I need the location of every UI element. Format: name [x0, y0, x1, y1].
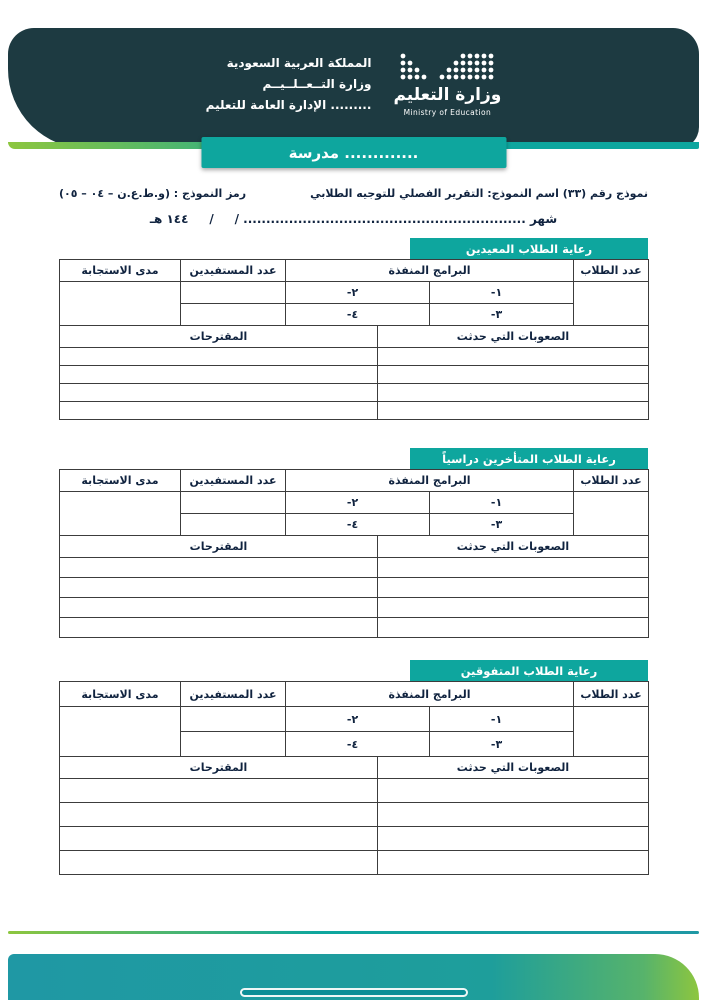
country-name: المملكة العربية السعودية — [226, 56, 372, 70]
beneficiaries-cell-2[interactable] — [181, 514, 286, 536]
ministry-logo — [393, 52, 501, 117]
section-title: رعاية الطلاب المتفوقين — [410, 660, 648, 681]
suggestion-cell[interactable] — [60, 618, 378, 638]
program-2-cell[interactable]: -٢ — [286, 707, 430, 732]
difficulty-cell[interactable] — [378, 618, 649, 638]
suggestion-cell[interactable] — [60, 851, 378, 875]
difficulties-table — [59, 535, 649, 638]
suggestion-cell[interactable] — [60, 578, 378, 598]
students-count-cell[interactable] — [574, 282, 649, 326]
beneficiaries-cell-2[interactable] — [181, 304, 286, 326]
form-name-label: نموذج رقم (٣٣) اسم النموذج: التقرير الفصلي للتوجيه الطلابي — [310, 187, 648, 200]
col-header-beneficiaries: عدد المستفيدين — [181, 470, 286, 492]
logo-arabic-title: وزارة التعليم — [393, 84, 502, 105]
difficulties-header: الصعوبات التي حدثت — [378, 326, 649, 348]
students-count-cell[interactable] — [574, 492, 649, 536]
response-cell[interactable] — [60, 492, 181, 536]
ministry-text-block — [206, 56, 372, 112]
suggestions-header: المقترحات — [60, 326, 378, 348]
school-name-banner: مدرسة ............. — [201, 137, 506, 168]
difficulty-cell[interactable] — [378, 384, 649, 402]
section-repeating-students — [59, 238, 648, 420]
program-3-cell[interactable]: -٣ — [430, 732, 574, 757]
footer-band — [8, 954, 699, 1000]
ministry-logo-dots-icon — [399, 52, 495, 82]
col-header-students: عدد الطلاب — [574, 470, 649, 492]
difficulty-cell[interactable] — [378, 348, 649, 366]
month-date-line: شهر .............................................................. / / ١٤٤ هـ — [149, 212, 558, 226]
programs-table — [59, 681, 649, 757]
col-header-students: عدد الطلاب — [574, 260, 649, 282]
col-header-response: مدى الاستجابة — [60, 260, 181, 282]
col-header-beneficiaries: عدد المستفيدين — [181, 682, 286, 707]
form-meta-row — [59, 187, 648, 200]
beneficiaries-cell-1[interactable] — [181, 492, 286, 514]
response-cell[interactable] — [60, 707, 181, 757]
col-header-beneficiaries: عدد المستفيدين — [181, 260, 286, 282]
form-code-label: رمز النموذج : (و.ط.ع.ن – ٠٤ – ٠٥) — [59, 187, 247, 200]
program-1-cell[interactable]: -١ — [430, 492, 574, 514]
programs-table — [59, 259, 649, 326]
difficulty-cell[interactable] — [378, 779, 649, 803]
difficulties-header: الصعوبات التي حدثت — [378, 757, 649, 779]
suggestion-cell[interactable] — [60, 558, 378, 578]
suggestion-cell[interactable] — [60, 803, 378, 827]
difficulty-cell[interactable] — [378, 803, 649, 827]
difficulties-header: الصعوبات التي حدثت — [378, 536, 649, 558]
beneficiaries-cell-2[interactable] — [181, 732, 286, 757]
difficulty-cell[interactable] — [378, 578, 649, 598]
section-title: رعاية الطلاب المتأخرين دراسياً — [410, 448, 648, 469]
suggestion-cell[interactable] — [60, 598, 378, 618]
difficulties-table — [59, 756, 649, 875]
program-2-cell[interactable]: -٢ — [286, 282, 430, 304]
col-header-programs: البرامج المنفذة — [286, 260, 574, 282]
program-4-cell[interactable]: -٤ — [286, 304, 430, 326]
suggestion-cell[interactable] — [60, 384, 378, 402]
students-count-cell[interactable] — [574, 707, 649, 757]
footer-gradient-line — [8, 931, 699, 934]
suggestions-header: المقترحات — [60, 757, 378, 779]
program-3-cell[interactable]: -٣ — [430, 304, 574, 326]
col-header-response: مدى الاستجابة — [60, 682, 181, 707]
logo-english-title: Ministry of Education — [403, 107, 492, 117]
program-2-cell[interactable]: -٢ — [286, 492, 430, 514]
section-academically-delayed-students — [59, 448, 648, 638]
section-title: رعاية الطلاب المعيدين — [410, 238, 648, 259]
header-band — [8, 28, 699, 149]
program-3-cell[interactable]: -٣ — [430, 514, 574, 536]
difficulty-cell[interactable] — [378, 402, 649, 420]
col-header-programs: البرامج المنفذة — [286, 470, 574, 492]
difficulty-cell[interactable] — [378, 827, 649, 851]
col-header-students: عدد الطلاب — [574, 682, 649, 707]
suggestion-cell[interactable] — [60, 827, 378, 851]
response-cell[interactable] — [60, 282, 181, 326]
col-header-programs: البرامج المنفذة — [286, 682, 574, 707]
program-4-cell[interactable]: -٤ — [286, 514, 430, 536]
education-administration: الإدارة العامة للتعليم ......... — [205, 98, 372, 112]
program-1-cell[interactable]: -١ — [430, 707, 574, 732]
programs-table — [59, 469, 649, 536]
difficulty-cell[interactable] — [378, 598, 649, 618]
suggestion-cell[interactable] — [60, 779, 378, 803]
difficulty-cell[interactable] — [378, 366, 649, 384]
suggestion-cell[interactable] — [60, 348, 378, 366]
difficulty-cell[interactable] — [378, 558, 649, 578]
suggestion-cell[interactable] — [60, 366, 378, 384]
program-4-cell[interactable]: -٤ — [286, 732, 430, 757]
difficulties-table — [59, 325, 649, 420]
suggestion-cell[interactable] — [60, 402, 378, 420]
suggestions-header: المقترحات — [60, 536, 378, 558]
ministry-name: وزارة التــعــلــيــم — [262, 77, 372, 91]
beneficiaries-cell-1[interactable] — [181, 707, 286, 732]
form-body — [59, 238, 648, 875]
beneficiaries-cell-1[interactable] — [181, 282, 286, 304]
footer-pill — [240, 988, 468, 997]
difficulty-cell[interactable] — [378, 851, 649, 875]
program-1-cell[interactable]: -١ — [430, 282, 574, 304]
section-outstanding-students — [59, 660, 648, 875]
col-header-response: مدى الاستجابة — [60, 470, 181, 492]
